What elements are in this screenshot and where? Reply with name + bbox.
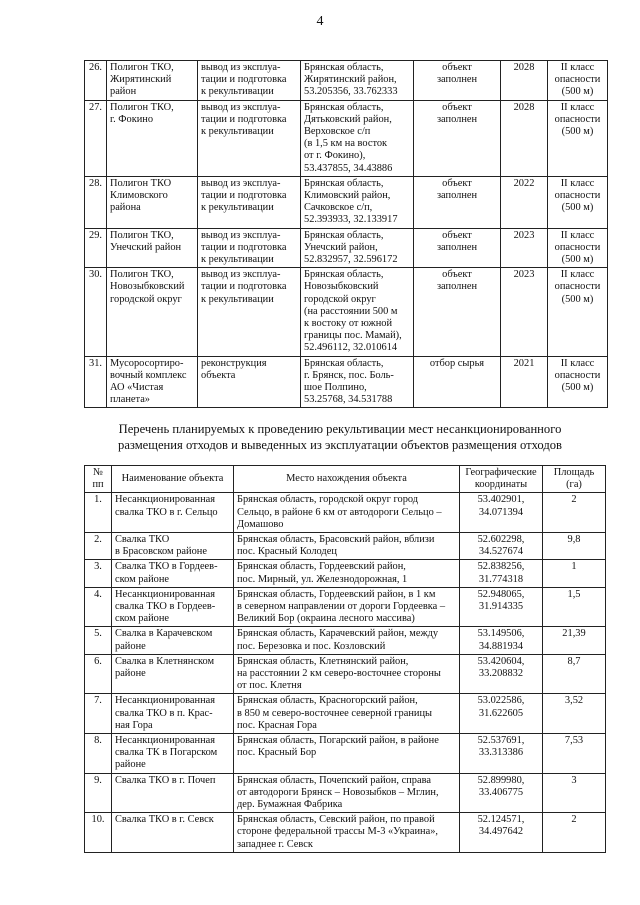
cell-location: Брянская область, Гордеевский район, пос. Мирный, ул. Железнодорожная, 1 — [234, 560, 460, 587]
cell-class: II класс опасности (500 м) — [548, 61, 608, 101]
table-row — [85, 694, 606, 734]
cell-num: 30. — [85, 268, 107, 356]
cell-location: Брянская область, Красногорский район, в 850 м северо-восточнее северной границы пос. Красная Гора — [234, 694, 460, 734]
cell-status: объект заполнен — [414, 176, 501, 228]
cell-name: Свалка ТКО в Гордеев- ском районе — [112, 560, 234, 587]
cell-name: Полигон ТКО, Жирятинский район — [107, 61, 198, 101]
cell-location: Брянская область, Клетнянский район, на расстоянии 2 км северо-восточнее стороны от пос. Клетня — [234, 654, 460, 694]
cell-coords: 52.838256, 31.774318 — [460, 560, 543, 587]
cell-num: 2. — [85, 533, 112, 560]
cell-year: 2021 — [501, 356, 548, 408]
table-row — [85, 356, 608, 408]
cell-action: вывод из эксплуа- тации и подготовка к рекультивации — [198, 100, 301, 176]
header-name: Наименование объекта — [112, 466, 234, 493]
cell-location: Брянская область, Дятьковский район, Верховское с/п (в 1,5 км на восток от г. Фокино), 53.437855, 34.43886 — [301, 100, 414, 176]
cell-year: 2023 — [501, 228, 548, 268]
cell-action: вывод из эксплуа- тации и подготовка к рекультивации — [198, 268, 301, 356]
cell-coords: 53.420604, 33.208832 — [460, 654, 543, 694]
cell-num: 26. — [85, 61, 107, 101]
cell-num: 4. — [85, 587, 112, 627]
cell-name: Несанкционированная свалка ТКО в п. Крас- ная Гора — [112, 694, 234, 734]
cell-area: 21,39 — [543, 627, 606, 654]
cell-name: Полигон ТКО, Новозыбковский городской округ — [107, 268, 198, 356]
table-row — [85, 228, 608, 268]
cell-num: 3. — [85, 560, 112, 587]
cell-class: II класс опасности (500 м) — [548, 356, 608, 408]
section-heading: Перечень планируемых к проведению рекультивации мест несанкционированного размещения отходов и выведенных из эксплуатации объектов размещения отходов — [118, 422, 562, 452]
cell-area: 3,52 — [543, 694, 606, 734]
cell-num: 28. — [85, 176, 107, 228]
table-row — [85, 100, 608, 176]
cell-status: объект заполнен — [414, 228, 501, 268]
cell-status: отбор сырья — [414, 356, 501, 408]
cell-name: Свалка в Клетнянском районе — [112, 654, 234, 694]
cell-location: Брянская область, Унечский район, 52.832957, 32.596172 — [301, 228, 414, 268]
cell-year: 2028 — [501, 100, 548, 176]
cell-location: Брянская область, Жирятинский район, 53.205356, 33.762333 — [301, 61, 414, 101]
cell-name: Несанкционированная свалка ТК в Погарском районе — [112, 734, 234, 774]
cell-num: 1. — [85, 493, 112, 533]
table-row — [85, 813, 606, 853]
cell-name: Свалка ТКО в Брасовском районе — [112, 533, 234, 560]
header-coords: Географические координаты — [460, 466, 543, 493]
cell-coords: 53.022586, 31.622605 — [460, 694, 543, 734]
cell-status: объект заполнен — [414, 61, 501, 101]
table-row — [85, 61, 608, 101]
cell-num: 29. — [85, 228, 107, 268]
cell-area: 2 — [543, 493, 606, 533]
cell-action: вывод из эксплуа- тации и подготовка к рекультивации — [198, 61, 301, 101]
cell-coords: 53.402901, 34.071394 — [460, 493, 543, 533]
cell-year: 2022 — [501, 176, 548, 228]
cell-location: Брянская область, Климовский район, Сачковское с/п, 52.393933, 32.133917 — [301, 176, 414, 228]
header-area: Площадь (га) — [543, 466, 606, 493]
table-row — [85, 493, 606, 533]
cell-location: Брянская область, городской округ город Сельцо, в районе 6 км от автодороги Сельцо – Домашово — [234, 493, 460, 533]
cell-name: Полигон ТКО, Унечский район — [107, 228, 198, 268]
table-row — [85, 654, 606, 694]
table-row — [85, 773, 606, 813]
cell-area: 8,7 — [543, 654, 606, 694]
cell-class: II класс опасности (500 м) — [548, 228, 608, 268]
cell-name: Свалка ТКО в г. Почеп — [112, 773, 234, 813]
cell-class: II класс опасности (500 м) — [548, 176, 608, 228]
cell-location: Брянская область, Севский район, по правой стороне федеральной трассы М-3 «Украина», западнее г. Севск — [234, 813, 460, 853]
cell-name: Свалка в Карачевском районе — [112, 627, 234, 654]
cell-num: 6. — [85, 654, 112, 694]
cell-area: 2 — [543, 813, 606, 853]
cell-num: 9. — [85, 773, 112, 813]
cell-num: 7. — [85, 694, 112, 734]
cell-area: 7,53 — [543, 734, 606, 774]
cell-action: вывод из эксплуа- тации и подготовка к рекультивации — [198, 228, 301, 268]
cell-location: Брянская область, Новозыбковский городской округ (на расстоянии 500 м к востоку от южной границы пос. Мамай), 52.496112, 32.010614 — [301, 268, 414, 356]
cell-area: 1,5 — [543, 587, 606, 627]
table-row — [85, 734, 606, 774]
cell-location: Брянская область, г. Брянск, пос. Боль- шое Полпино, 53.25768, 34.531788 — [301, 356, 414, 408]
cell-num: 10. — [85, 813, 112, 853]
cell-location: Брянская область, Почепский район, справа от автодороги Брянск – Новозыбков – Мглин, дер. Бумажная Фабрика — [234, 773, 460, 813]
cell-year: 2023 — [501, 268, 548, 356]
cell-location: Брянская область, Гордеевский район, в 1 км в северном направлении от дороги Гордеевка – Великий Бор (окраина лесного массива) — [234, 587, 460, 627]
cell-year: 2028 — [501, 61, 548, 101]
table-row — [85, 268, 608, 356]
cell-name: Несанкционированная свалка ТКО в г. Сельцо — [112, 493, 234, 533]
table-row — [85, 560, 606, 587]
table-row — [85, 627, 606, 654]
cell-name: Свалка ТКО в г. Севск — [112, 813, 234, 853]
table-row — [85, 587, 606, 627]
cell-coords: 52.948065, 31.914335 — [460, 587, 543, 627]
cell-action: вывод из эксплуа- тации и подготовка к рекультивации — [198, 176, 301, 228]
cell-name: Полигон ТКО Климовского района — [107, 176, 198, 228]
cell-area: 3 — [543, 773, 606, 813]
cell-class: II класс опасности (500 м) — [548, 100, 608, 176]
cell-coords: 52.124571, 34.497642 — [460, 813, 543, 853]
table-header-row — [85, 466, 606, 493]
cell-coords: 52.537691, 33.313386 — [460, 734, 543, 774]
cell-status: объект заполнен — [414, 100, 501, 176]
facilities-table — [84, 60, 608, 408]
cell-action: реконструкция объекта — [198, 356, 301, 408]
page-number: 4 — [316, 14, 324, 29]
cell-num: 31. — [85, 356, 107, 408]
cell-status: объект заполнен — [414, 268, 501, 356]
cell-name: Полигон ТКО, г. Фокино — [107, 100, 198, 176]
cell-coords: 52.899980, 33.406775 — [460, 773, 543, 813]
cell-num: 8. — [85, 734, 112, 774]
table-row — [85, 176, 608, 228]
header-location: Место нахождения объекта — [234, 466, 460, 493]
cell-location: Брянская область, Брасовский район, вблизи пос. Красный Колодец — [234, 533, 460, 560]
cell-coords: 52.602298, 34.527674 — [460, 533, 543, 560]
cell-num: 5. — [85, 627, 112, 654]
header-num: № пп — [85, 466, 112, 493]
cell-location: Брянская область, Карачевский район, между пос. Березовка и пос. Козловский — [234, 627, 460, 654]
cell-area: 1 — [543, 560, 606, 587]
cell-class: II класс опасности (500 м) — [548, 268, 608, 356]
cell-name: Несанкционированная свалка ТКО в Гордеев- ском районе — [112, 587, 234, 627]
cell-name: Мусоросортиро- вочный комплекс АО «Чистая планета» — [107, 356, 198, 408]
cell-coords: 53.149506, 34.881934 — [460, 627, 543, 654]
cell-location: Брянская область, Погарский район, в районе пос. Красный Бор — [234, 734, 460, 774]
recultivation-table — [84, 465, 606, 853]
cell-area: 9,8 — [543, 533, 606, 560]
table-row — [85, 533, 606, 560]
cell-num: 27. — [85, 100, 107, 176]
